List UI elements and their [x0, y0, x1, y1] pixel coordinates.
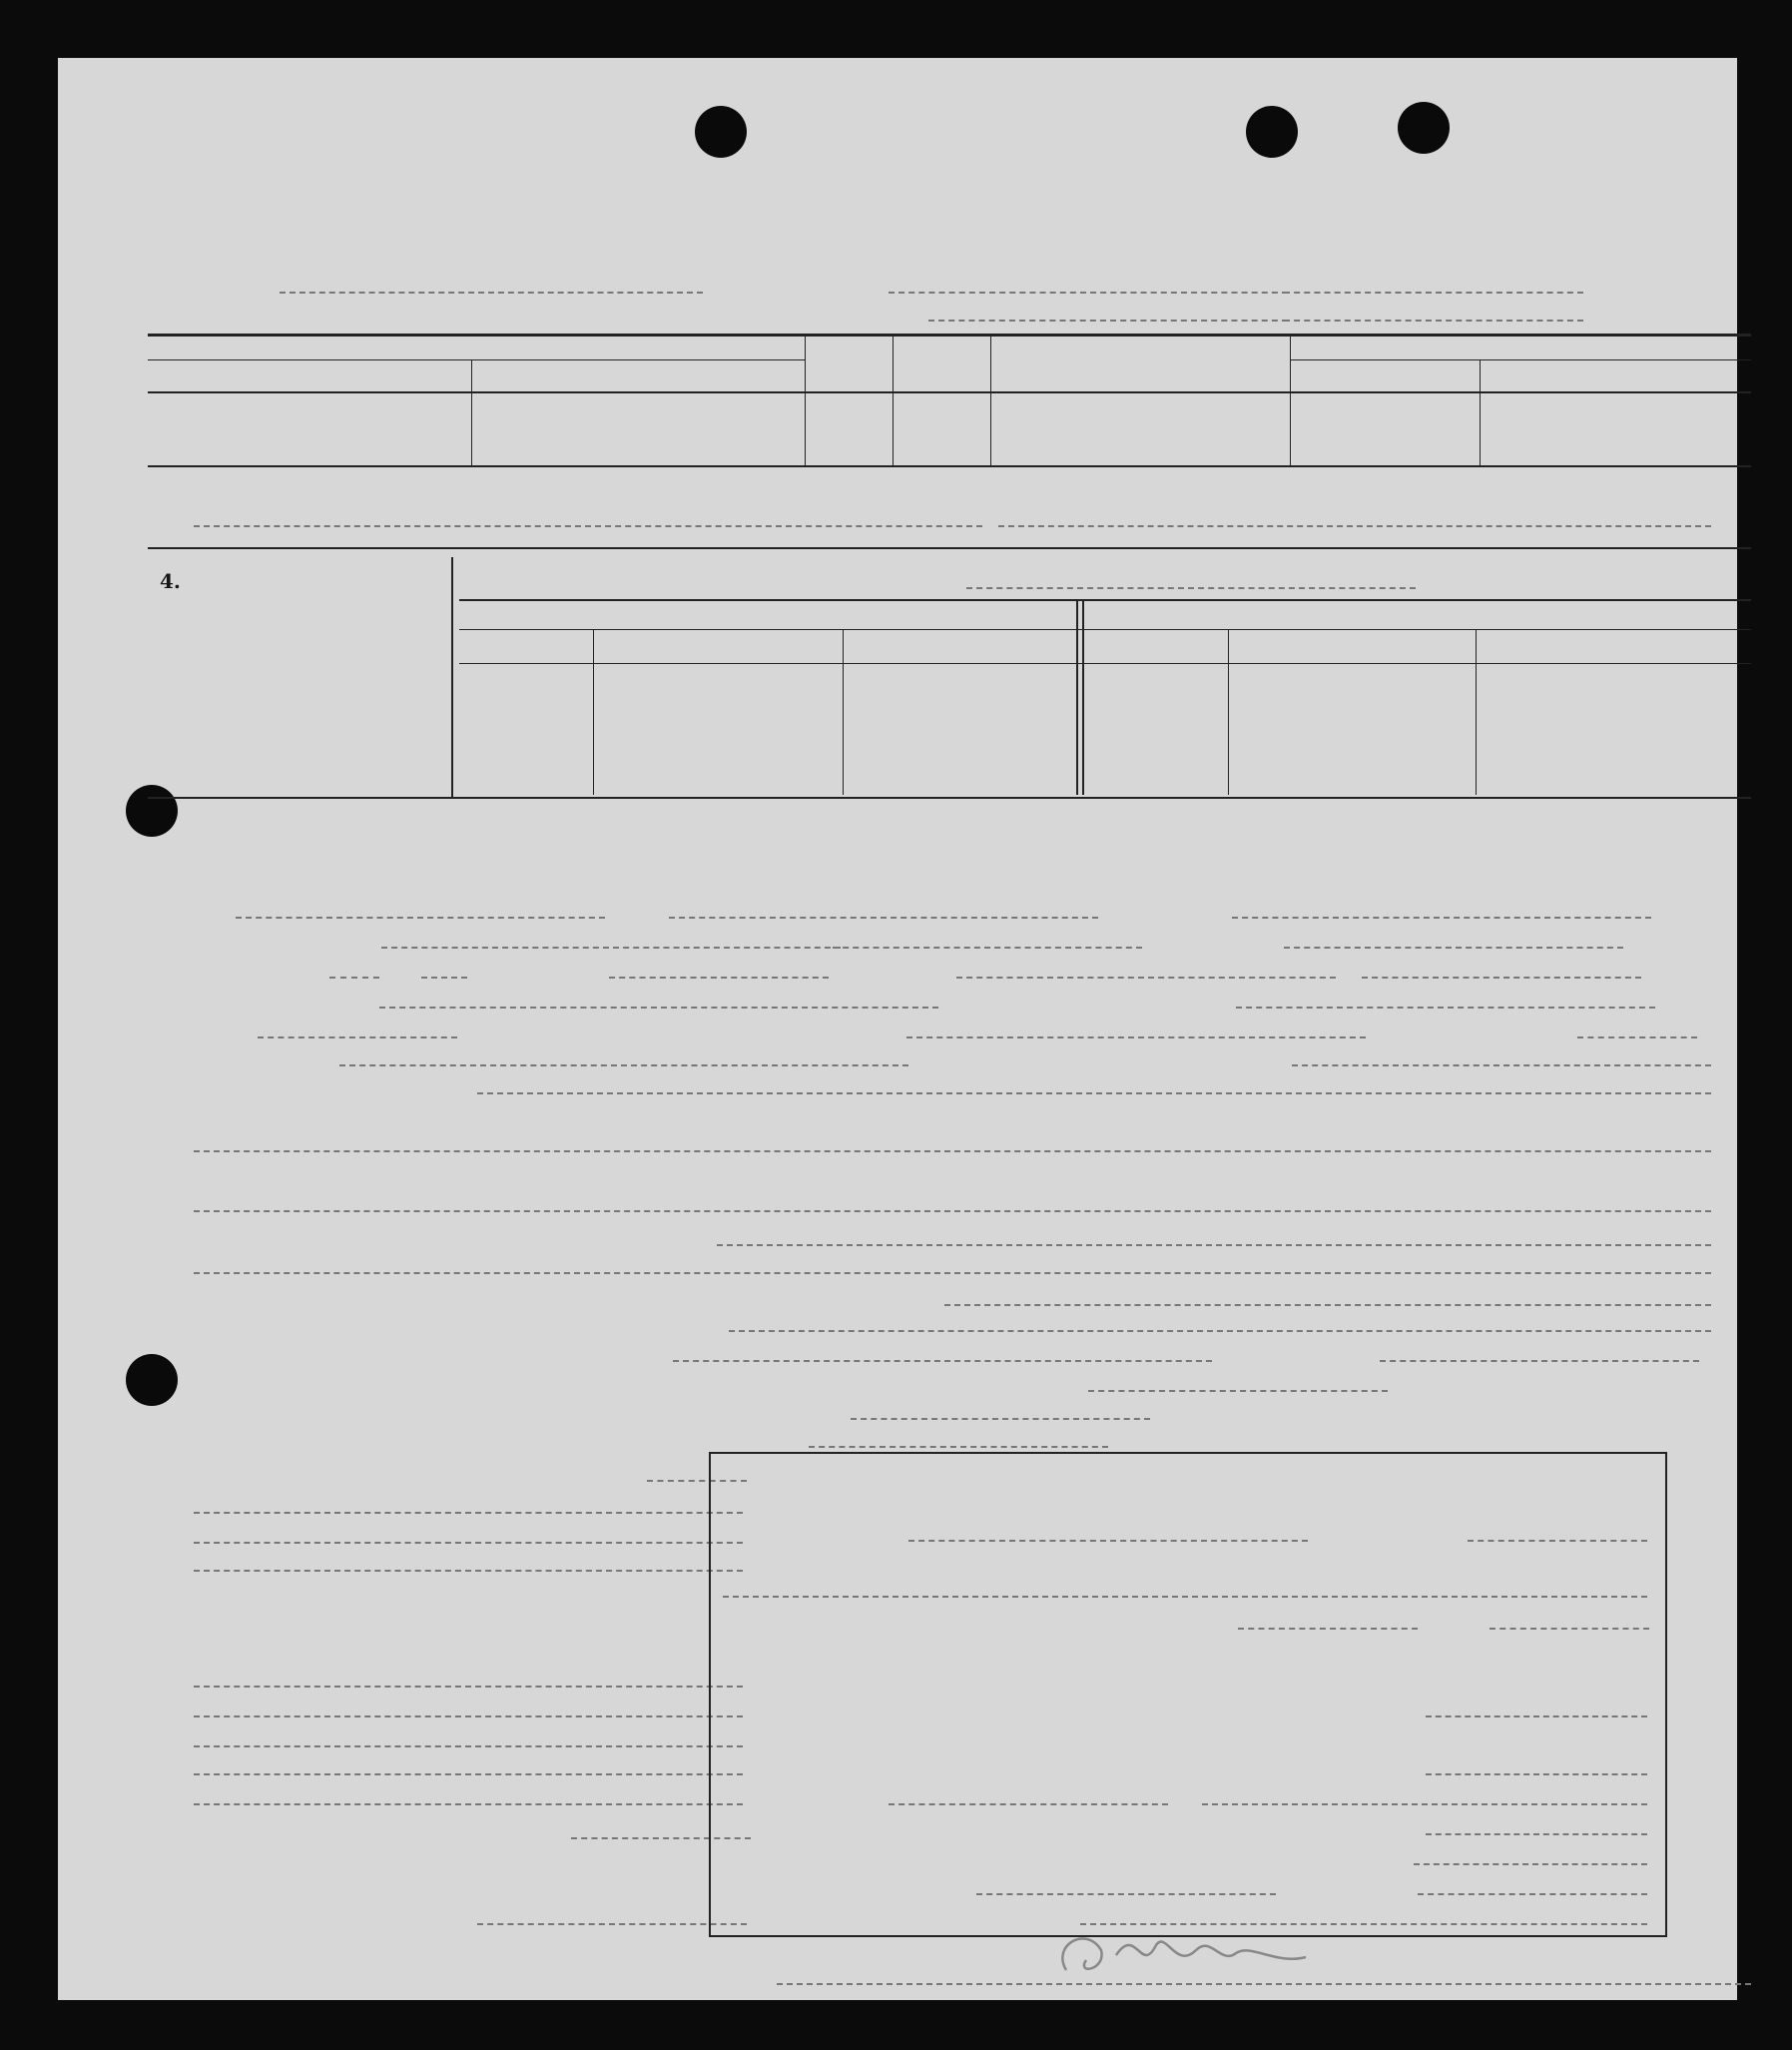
punch-hole [1398, 102, 1450, 154]
punch-hole [1246, 106, 1298, 158]
item4-number: 4. [160, 569, 181, 593]
punch-hole [695, 106, 747, 158]
inspector-signature [1046, 1915, 1346, 1995]
punch-hole [126, 785, 178, 837]
information-sheet [58, 58, 1737, 2000]
punch-hole [126, 1354, 178, 1406]
